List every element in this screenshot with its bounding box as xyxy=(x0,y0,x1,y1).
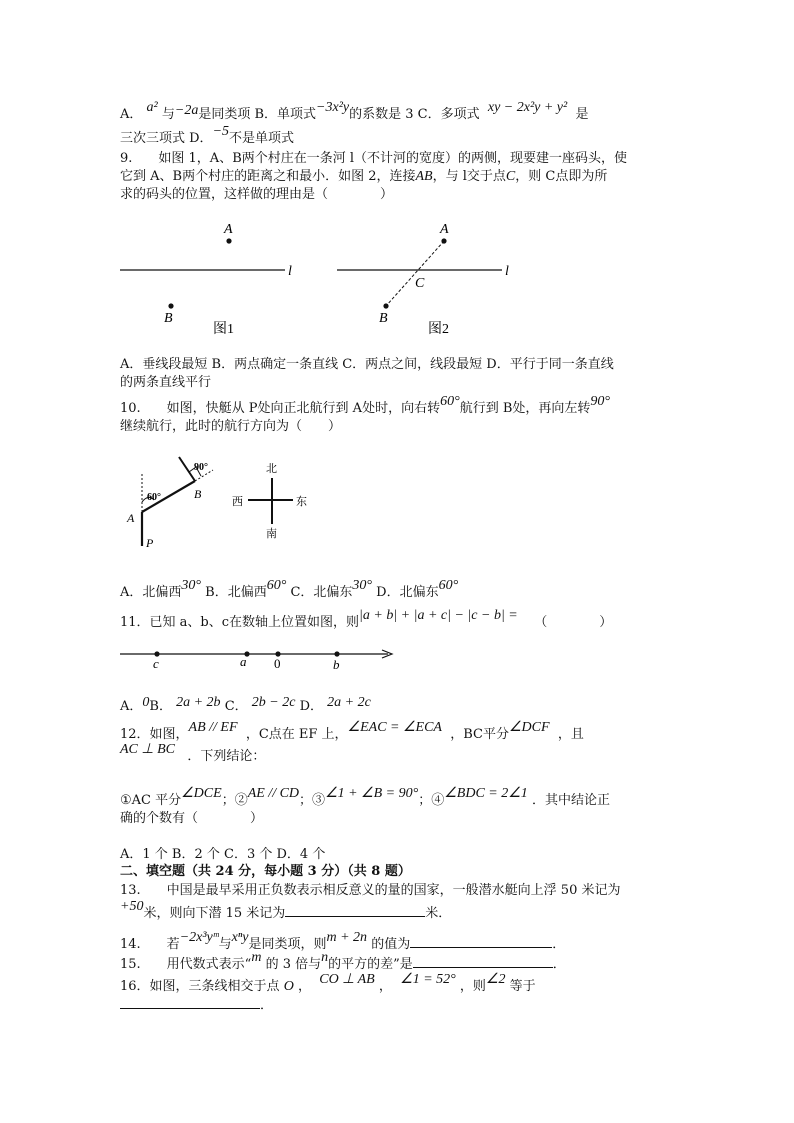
figure-2 xyxy=(337,222,509,337)
answer-blank[interactable] xyxy=(410,935,552,948)
label-60: 60° xyxy=(147,492,161,503)
fig1-caption: 图1 xyxy=(213,322,234,337)
math-neg-2a: −2a xyxy=(174,103,199,118)
math-monomial: −3x²y xyxy=(316,100,350,115)
q11-number-line xyxy=(120,650,392,672)
q9-line1: 9. 如图 1，A、B两个村庄在一条河 l（不计河的宽度）的两侧，现要建一座码头，使 xyxy=(120,151,628,166)
label-b: b xyxy=(333,657,340,672)
q9-options-line1: A．垂线段最短 B．两点确定一条直线 C．两点之间，线段最短 D．平行于同一条直线 xyxy=(120,357,614,372)
q10-figure xyxy=(126,457,307,550)
q11-stem: 11．已知 a、b、c在数轴上位置如图，则|a + b| + |a + c| − |c − b| = （ ） xyxy=(120,608,613,630)
label-a: a xyxy=(240,654,247,669)
label-a: A xyxy=(127,511,135,525)
section-2-title: 二、填空题（共 24 分，每小题 3 分）（共 8 题） xyxy=(120,864,411,879)
compass-north: 北 xyxy=(266,463,277,475)
label-90: 90° xyxy=(194,462,208,473)
q15-line: 15. 用代数式表示“m 的 3 倍与n的平方的差”是 ． xyxy=(120,950,566,972)
q12-line2: AC ⊥ BC ．下列结论： xyxy=(120,742,266,764)
compass-south: 南 xyxy=(266,528,277,540)
q13-line2: +50米，则向下潜 15 米记为 米． xyxy=(120,899,452,921)
q9-line3: 求的码头的位置，这样做的理由是（ ） xyxy=(120,187,394,202)
answer-blank[interactable] xyxy=(413,955,553,968)
q12-line3: ①AC 平分∠DCE；②AE // CD；③∠1 + ∠B = 90°；④∠BDC = 2∠1 ．其中结论正 xyxy=(120,786,610,808)
q14-line: 14. 若−2x³yᵐ与xⁿy是同类项，则m + 2n 的值为 ． xyxy=(120,930,566,952)
q13-line1: 13. 中国是最早采用正负数表示相反意义的量的国家，一般潜水艇向上浮 50 米记为 xyxy=(120,883,621,898)
label-c: c xyxy=(153,656,159,671)
q8-line1: A． a² 与−2a是同类项 B．单项式−3x²y的系数是 3 C．多项式 xy − 2x²y + y² 是 xyxy=(120,100,589,122)
q11-options: A．0B． 2a + 2b C． 2b − 2c D． 2a + 2c xyxy=(120,695,371,714)
label-p: P xyxy=(146,536,154,550)
figure-1 xyxy=(120,222,292,337)
label-0: 0 xyxy=(274,656,281,671)
fig2-label-a: A xyxy=(440,222,449,237)
fig2-segment-ab xyxy=(386,241,444,306)
q12-line1: 12．如图，AB // EF ，C点在 EF 上，∠EAC = ∠ECA ，BC平分∠DCF ，且 xyxy=(120,720,584,742)
fig1-label-a: A xyxy=(224,222,233,237)
point-b xyxy=(334,651,339,656)
math-a-squared: a² xyxy=(146,100,158,115)
compass-west: 西 xyxy=(232,496,243,508)
answer-blank[interactable] xyxy=(285,904,425,917)
q10-options: A．北偏西30° B．北偏西60° C．北偏东30° D．北偏东60° xyxy=(120,578,459,600)
fig2-caption: 图2 xyxy=(428,322,449,337)
label-b: B xyxy=(194,487,202,501)
q12-options: A．1 个 B．2 个 C．3 个 D．4 个 xyxy=(120,847,326,862)
q12-line4: 确的个数有（ ） xyxy=(120,811,264,826)
fig1-point-b xyxy=(168,303,173,308)
q16-line1: 16．如图，三条线相交于点 O ， CO ⊥ AB ， ∠1 = 52° ，则∠2 等于 xyxy=(120,972,536,994)
compass-east: 东 xyxy=(296,496,307,508)
math-polynomial: xy − 2x²y + y² xyxy=(487,100,568,115)
fig1-label-l: l xyxy=(288,264,292,279)
fig1-label-b: B xyxy=(164,311,173,326)
fig2-label-c: C xyxy=(415,276,425,291)
fig2-label-l: l xyxy=(505,264,509,279)
answer-blank[interactable] xyxy=(120,996,260,1009)
fig1-point-a xyxy=(226,238,231,243)
fig2-label-b: B xyxy=(379,311,388,326)
q10-line1: 10. 如图，快艇从 P处向正北航行到 A处时，向右转60°航行到 B处，再向左转90° xyxy=(120,394,610,416)
q10-line2: 继续航行，此时的航行方向为（ ） xyxy=(120,419,342,434)
fig2-point-b xyxy=(383,303,388,308)
fig2-point-a xyxy=(441,238,446,243)
q16-line2: ． xyxy=(120,996,273,1015)
q8-line2: 三次三项式 D．−5不是单项式 xyxy=(120,124,295,146)
q9-options-line2: 的两条直线平行 xyxy=(120,375,212,390)
q9-line2: 它到 A、B两个村庄的距离之和最小．如图 2，连接AB，与 l交于点C，则 C点即为所 xyxy=(120,169,608,184)
